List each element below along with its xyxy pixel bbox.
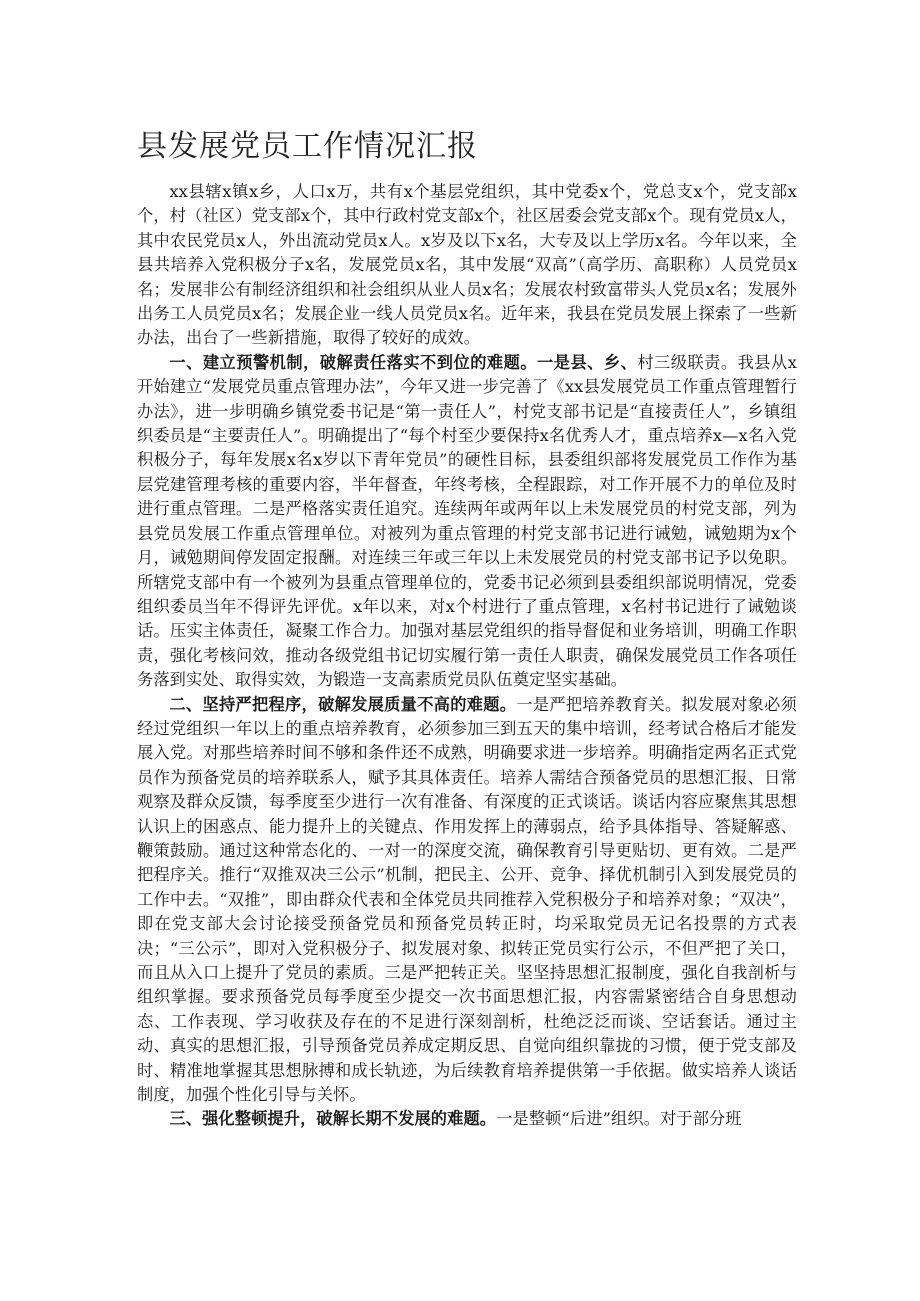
section-one-heading: 一、建立预警机制，破解责任落实不到位的难题。一是县、乡、: [169, 352, 638, 372]
section-three-heading: 三、强化整顿提升，破解长期不发展的难题。: [169, 1109, 497, 1129]
section-two-text: 一是严把培养教育关。拟发展对象必须经过党组织一年以上的重点培养教育，必须参加三到五天的集中培训，经考试合格后才能发展入党。对那些培养时间不够和条件还不成熟，明确要求进一步培养。明确指定两名正式党员作为预备党员的培养联系人，赋予其具体责任。培养人需结合预备党员的思想汇报、日常观察及群众反馈，每季度至少进行一次有准备、有深度的正式谈话。谈话内容应聚焦其思想认识上的困惑点、能力提升上的关键点、作用发挥上的薄弱点，给予具体指导、答疑解惑、鞭策鼓励。通过这种常态化的、一对一的深度交流，确保教育引导更贴切、更有效。二是严把程序关。推行“双推双决三公示”机制，把民主、公开、竞争、择优机制引入到发展党员的工作中去。“双推”，即由群众代表和全体党员共同推荐入党积极分子和培养对象；“双决”，即在党支部大会讨论接受预备党员和预备党员转正时，均采取党员无记名投票的方式表决；“三公示”，即对入党积极分子、拟发展对象、拟转正党员实行公示，不但严把了关口，而且从入口上提升了党员的素质。三是严把转正关。坚坚持思想汇报制度，强化自我剖析与组织掌握。要求预备党员每季度至少提交一次书面思想汇报，内容需紧密结合自身思想动态、工作表现、学习收获及存在的不足进行深刻剖析，杜绝泛泛而谈、空话套话。通过主动、真实的思想汇报，引导预备党员养成定期反思、自觉向组织靠拢的习惯，便于党支部及时、精准地掌握其思想脉搏和成长轨迹，为后续教育培养提供第一手依据。做实培养人谈话制度，加强个性化引导与关怀。: [137, 694, 797, 1105]
section-one-text: 村三级联责。我县从x开始建立“发展党员重点管理办法”，今年又进一步完善了《xx县发展党员工作重点管理暂行办法》，进一步明确乡镇党委书记是“第一责任人”，村党支部书记是“直接责任人”，乡镇组织委员是“主要责任人”。明确提出了“每个村至少要保持x名优秀人才，重点培养x—x名入党积极分子，每年发展x名x岁以下青年党员”的硬性目标，县委组织部将发展党员工作作为基层党建管理考核的重要内容，半年督查，年终考核，全程跟踪，对工作开展不力的单位及时进行重点管理。二是严格落实责任追究。连续两年或两年以上未发展党员的村党支部，列为县党员发展工作重点管理单位。对被列为重点管理的村党支部书记进行诫勉，诫勉期为x个月，诫勉期间停发固定报酬。对连续三年或三年以上未发展党员的村党支部书记予以免职。所辖党支部中有一个被列为县重点管理单位的，党委书记必须到县委组织部说明情况，党委组织委员当年不得评先评优。x年以来，对x个村进行了重点管理，x名村书记进行了诫勉谈话。压实主体责任，凝聚工作合力。加强对基层党组织的指导督促和业务培训，明确工作职责，强化考核问效，推动各级党组书记切实履行第一责任人职责，确保发展党员工作各项任务落到实处、取得实效，为锻造一支高素质党员队伍奠定坚实基础。: [137, 352, 797, 690]
section-one-paragraph: [137, 351, 797, 693]
document-title: 县发展党员工作情况汇报: [137, 129, 478, 164]
intro-paragraph: [137, 180, 797, 351]
section-three-paragraph: [137, 1107, 797, 1131]
section-two-paragraph: [137, 693, 797, 1108]
intro-text: xx县辖x镇x乡，人口x万，共有x个基层党组织，其中党委x个，党总支x个，党支部x个，村（社区）党支部x个，其中行政村党支部x个，社区居委会党支部x个。现有党员x人，其中农民党员x人，外出流动党员x人。x岁及以下x名，大专及以上学历x名。今年以来，全县共培养入党积极分子x名，发展党员x名，其中发展“双高”（高学历、高职称）人员党员x名；发展非公有制经济组织和社会组织从业人员x名；发展农村致富带头人党员x名；发展外出务工人员党员x名；发展企业一线人员党员x名。近年来，我县在党员发展上探索了一些新办法，出台了一些新措施，取得了较好的成效。: [137, 182, 797, 348]
document-page: [137, 128, 797, 1132]
section-three-text: 一是整顿“后进”组织。对于部分班: [496, 1109, 742, 1129]
section-two-heading: 二、坚持严把程序，破解发展质量不高的难题。: [169, 694, 517, 714]
